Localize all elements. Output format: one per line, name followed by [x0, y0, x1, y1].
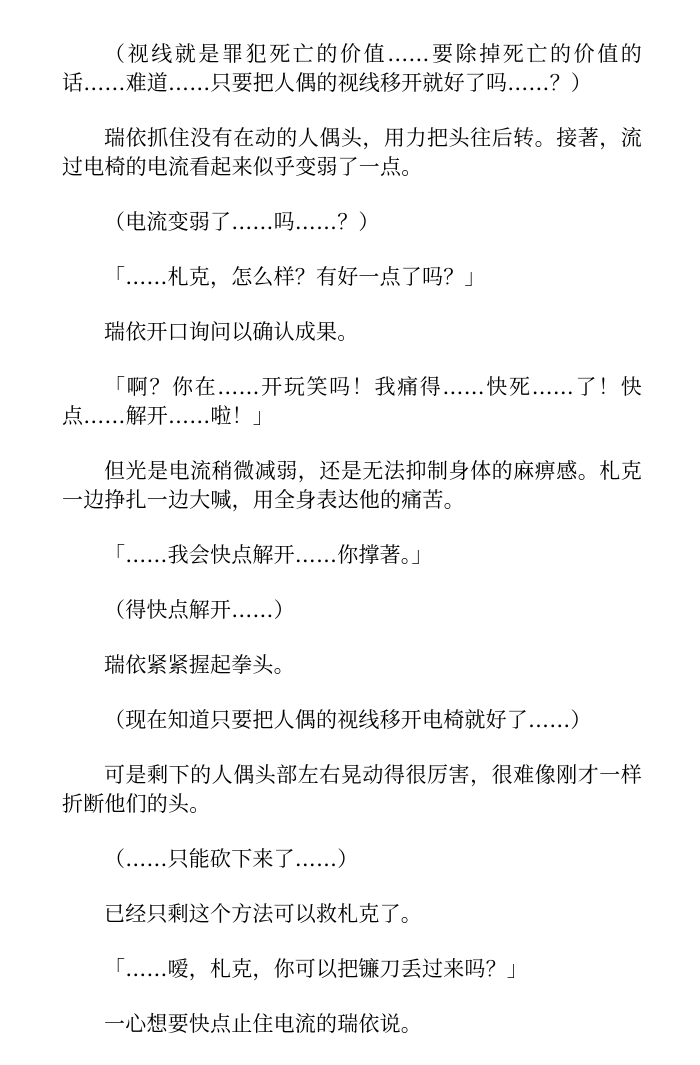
paragraph: （……只能砍下来了……） [104, 847, 359, 871]
page-text [62, 40, 642, 1065]
paragraph: 但光是电流稍微减弱，还是无法抑制身体的麻痹感。札克一边挣扎一边大喊，用全身表达他的痛苦。 [62, 459, 642, 512]
paragraph: （得快点解开……） [104, 598, 295, 622]
paragraph: 「啊？你在……开玩笑吗！我痛得……快死……了！快点……解开……啦！」 [62, 375, 642, 428]
paragraph: （视线就是罪犯死亡的价值……要除掉死亡的价值的话……难道……只要把人偶的视线移开就好了吗……？） [62, 42, 642, 95]
paragraph: 可是剩下的人偶头部左右晃动得很厉害，很难像刚才一样折断他们的头。 [62, 763, 642, 816]
paragraph: （现在知道只要把人偶的视线移开电椅就好了……） [104, 708, 592, 732]
paragraph: 瑞依开口询问以确认成果。 [104, 320, 359, 344]
paragraph: 瑞依紧紧握起拳头。 [104, 653, 295, 677]
paragraph: 已经只剩这个方法可以救札克了。 [104, 902, 422, 926]
paragraph: 瑞依抓住没有在动的人偶头，用力把头往后转。接著，流过电椅的电流看起来似乎变弱了一点。 [62, 126, 642, 179]
paragraph: 一心想要快点止住电流的瑞依说。 [104, 1012, 422, 1036]
paragraph: 「……札克，怎么样？有好一点了吗？」 [104, 265, 486, 289]
paragraph: 「……嗳，札克，你可以把镰刀丢过来吗？」 [104, 957, 528, 981]
paragraph: （电流变弱了……吗……？） [104, 210, 380, 234]
paragraph: 「……我会快点解开……你撑著。」 [104, 543, 433, 567]
